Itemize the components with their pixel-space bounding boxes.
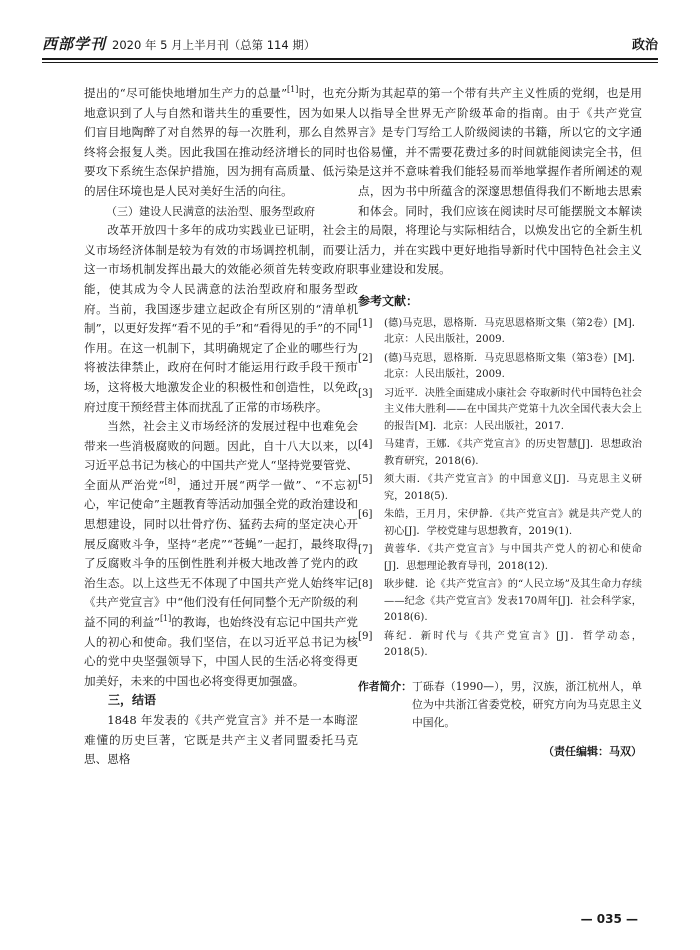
journal-name: 西部学刊 — [42, 35, 107, 53]
citation-superscript: [1] — [159, 614, 172, 624]
reference-item — [358, 437, 642, 470]
paragraph-1-text-b: 时，也充分地意识到了人与自然和谐共生的重要性，因为如果人们盲目地陶醉了对自然界的每一次胜利，那么自然界终将会报复人类。因此我国在推动经济增长的同时也要攻下系统生态保护措施，因为拥有高质量、低污染的居住环境也是人民对美好生活的向往。 — [84, 86, 358, 198]
reference-text: 须大雨．《共产党宣言》的中国意义[J]．马克思主义研究，2018(5). — [384, 474, 642, 502]
citation-superscript: [8] — [164, 477, 176, 487]
author-bio-label: 作者简介： — [358, 679, 412, 693]
reference-number: [7] — [358, 544, 373, 556]
reference-number: [4] — [358, 439, 373, 451]
reference-number: [3] — [358, 387, 373, 399]
paragraph-1-text-a: 提出的“尽可能快地增加生产力的总量” — [84, 86, 288, 100]
reference-text: (德)马克思，恩格斯．马克思恩格斯文集（第3卷）[M]．北京：人民出版社，2009. — [384, 352, 642, 381]
reference-text: (德)马克思，恩格斯．马克思恩格斯文集（第2卷）[M]．北京：人民出版社，2009. — [384, 317, 642, 346]
reference-number: [6] — [358, 509, 373, 521]
paragraph-2: 改革开放四十多年的成功实践业已证明，社会主义市场经济体制是较为有效的市场调控机制，而要让这一市场机制发挥出最大的效能必须首先转变政府职能，使其成为令人民满意的法治型政府和服务型政府。当前，我国逐步建立起政企有所区别的“清单机制”，以更好发挥“看不见的手”和“看得见的手”的不同作用。在这一机制下，其明确规定了企业的哪些行为将被法律禁止，政府在何时才能运用行政手段干预市场，这将极大地激发企业的积极性和创造性，以免政府过度干预经营主体而扰乱了正常的市场秩序。 — [84, 223, 358, 414]
editor-credit: （责任编辑：马双） — [543, 744, 642, 758]
reference-number: [1] — [358, 317, 373, 329]
references-heading: 参考文献： — [358, 293, 419, 308]
reference-text: 习近平．决胜全面建成小康社会 夺取新时代中国特色社会主义伟大胜利——在中国共产党第十九次全国代表大会上的报告[M]．北京：人民出版社，2017. — [384, 387, 642, 432]
issue-info: 2020 年 5 月上半月刊（总第 114 期） — [112, 38, 316, 52]
running-header — [42, 26, 658, 54]
author-bio — [358, 678, 642, 732]
reference-text: 马建青，王娜．《共产党宣言》的历史智慧[J]．思想政治教育研究，2018(6). — [384, 439, 642, 467]
reference-number: [8] — [358, 579, 373, 591]
reference-text: 黄蓉华．《共产党宣言》与中国共产党人的初心和使命[J]．思想理论教育导刊，2018(12). — [384, 544, 642, 572]
reference-text: 蒋纪．新时代与《共产党宣言》[J]．哲学动态，2018(5). — [384, 630, 642, 659]
right-column — [358, 84, 642, 761]
reference-item — [358, 351, 642, 384]
header-left — [42, 33, 315, 54]
paragraph-3-text-a: 当然，社会主义市场经济的发展过程中也难免会带来一些消极腐败的问题。因此，自十八大以来，以习近平总书记为核心的中国共产党人“坚持党要管党、全面从严治党” — [84, 419, 358, 492]
reference-number: [5] — [358, 474, 373, 486]
reference-item — [358, 316, 642, 349]
header-rule — [42, 58, 658, 63]
reference-number: [2] — [358, 352, 373, 364]
left-column — [84, 84, 358, 770]
section-heading-conclusion: 三，结语 — [108, 693, 157, 708]
paragraph-5: 斯为其起草的第一个带有共产主义性质的党纲，也是用以指导全世界无产阶级革命的指南。由于《共产党宣言》是专门写给工人阶级阅读的书籍，所以它的文字通俗易懂，并不需要花费过多的时间就能阅读完全书，但是这并不意味着我们能轻易而举地掌握作者所阐述的观点，因为书中所蕴含的深邃思想值得我们不断地去思索和体会。同时，我们应该在阅读时尽可能摆脱文本解读的局限，将理论与实际相结合，以焕发出它的全新生机活力，并在实践中更好地指导新时代中国特色社会主义事业建设和发展。 — [358, 86, 642, 277]
page-number: — 035 — — [580, 912, 638, 926]
subsection-heading: （三）建设人民满意的法治型、服务型政府 — [106, 204, 315, 218]
section-name: 政治 — [631, 38, 658, 53]
reference-item — [358, 507, 642, 540]
paragraph-3-text-b: ，通过开展“两学一做”、“不忘初心，牢记使命”主题教育等活动加强全党的政治建设和思想建设，同时以壮骨疗伤、猛药去疴的坚定决心开展反腐败斗争，坚持“老虎”“苍蝇”一起打，最终取得了反腐败斗争的压倒性胜利并极大地改善了党内的政治生态。以上这些无不体现了中国共产党人始终牢记《共产党宣言》中“他们没有任何同整个无产阶级的利益不同的利益” — [84, 477, 358, 630]
reference-item — [358, 472, 642, 505]
reference-text: 朱皓，王月月，宋伊静．《共产党宣言》就是共产党人的初心[J]．学校党建与思想教育，2019(1). — [384, 509, 642, 537]
citation-superscript: [1] — [287, 85, 299, 95]
paragraph-4: 1848 年发表的《共产党宣言》并不是一本晦涩难懂的历史巨著，它既是共产主义者同盟委托马克思、恩格 — [84, 713, 358, 767]
reference-item — [358, 577, 642, 627]
reference-item — [358, 386, 642, 436]
reference-text: 耿步健．论《共产党宣言》的“人民立场”及其生命力存续——纪念《共产党宣言》发表170周年[J]．社会科学家，2018(6). — [384, 579, 642, 624]
paragraph-3-text-c: 的教诲，也始终没有忘记中国共产党人的初心和使命。我们坚信，在以习近平总书记为核心的党中央坚强领导下，中国人民的生活必将变得更加美好，未来的中国也必将变得更加强盛。 — [84, 615, 358, 688]
paragraph-3 — [84, 417, 358, 691]
reference-number: [9] — [358, 630, 373, 642]
reference-item — [358, 629, 642, 662]
paragraph-1 — [84, 84, 358, 202]
reference-item — [358, 542, 642, 575]
references-list — [358, 316, 642, 662]
author-bio-text: 丁砾春（1990—），男，汉族，浙江杭州人，单位为中共浙江省委党校，研究方向为马克思主义中国化。 — [412, 679, 642, 729]
